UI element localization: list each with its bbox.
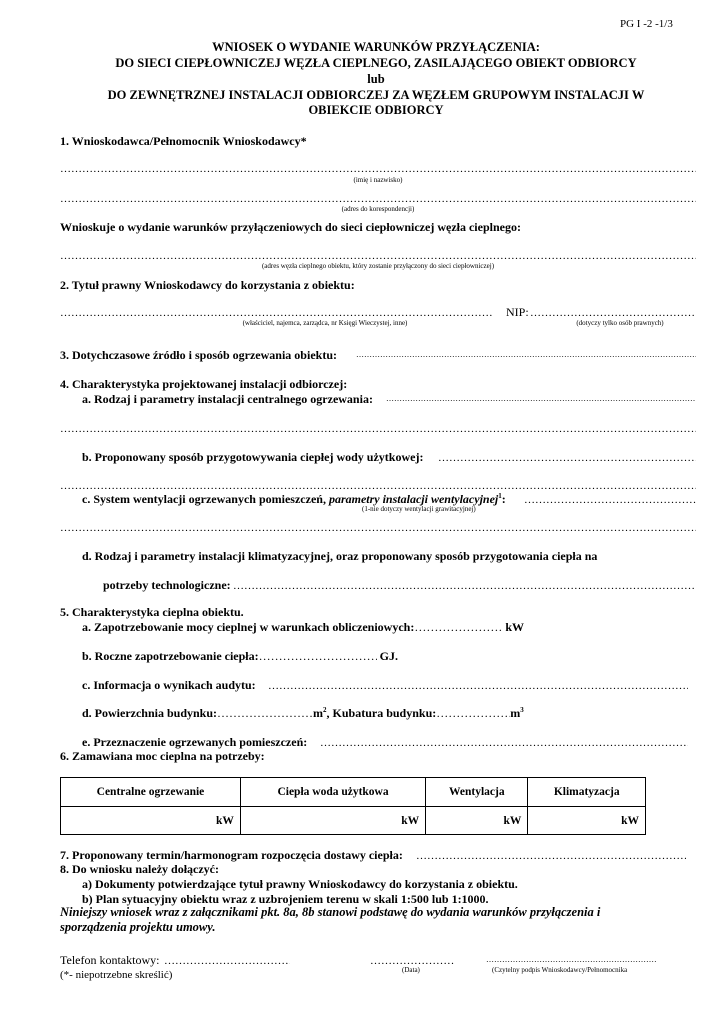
section-5-label: 5. Charakterystyka cieplna obiektu. [60,605,244,619]
section-5b-label [82,649,398,664]
applicant-address-hint: (adres do korespondencji) [341,205,415,213]
col-air-conditioning: Klimatyzacja [528,778,646,807]
title-line-3: lub [367,72,385,86]
section-4b-label: b. Proponowany sposób przygotowywania ciepłej wody użytkowej: [82,450,424,464]
nip-label: NIP: [506,305,529,319]
volume-unit: m [510,706,521,720]
title-line-5: OBIEKCIE ODBIORCY [308,103,444,117]
ventilation-field[interactable] [524,494,696,506]
section-4c-main: c. System wentylacji ogrzewanych pomieszczeń, [82,492,326,506]
col-central-heating: Centralne ogrzewanie [61,778,241,807]
title-line-1: WNIOSEK O WYDANIE WARUNKÓW PRZYŁĄCZENIA: [212,40,540,54]
central-heating-field-2[interactable] [60,423,696,435]
volume-label: , Kubatura budynku: [326,706,437,720]
power-table-value-row [61,807,646,835]
heat-demand-field[interactable] [414,620,502,635]
hot-water-field-2[interactable] [60,480,696,492]
ventilation-power-cell[interactable]: kW [426,807,528,835]
col-ventilation: Wentylacja [426,778,528,807]
document-code: PG I -2 -1/3 [620,18,673,30]
section-5a-text: a. Zapotrzebowanie mocy cieplnej w warunkach obliczeniowych: [82,620,415,634]
section-4c-sup: 1 [498,492,502,500]
central-heating-field[interactable] [386,394,696,403]
heating-source-field[interactable] [356,350,696,359]
section-2-label: 2. Tytuł prawny Wnioskodawcy do korzystania z obiektu: [60,278,355,292]
section-5a-label [82,620,524,635]
node-address-hint: (adres węzła cieplnego obiektu, który zostanie przyłączony do sieci ciepłowniczej) [261,262,495,270]
applicant-address-field[interactable] [60,193,696,205]
hot-water-field[interactable] [438,452,696,464]
delivery-date-field[interactable] [416,850,686,862]
applicant-name-field[interactable] [60,163,696,175]
phone-field[interactable] [164,955,290,967]
ventilation-hint: (1-nie dotyczy wentylacji grawitacyjnej) [362,505,476,513]
section-1-label: 1. Wnioskodawca/Pełnomocnik Wnioskodawcy* [60,134,307,148]
section-4d-label: d. Rodzaj i parametry instalacji klimatyzacyjnej, oraz proponowany sposób przygotowania ciepła na [82,549,598,563]
applicant-name-hint: (imię i nazwisko) [353,176,403,184]
hot-water-power-cell[interactable]: kW [240,807,425,835]
section-5d-label [82,706,524,721]
section-4a-label: a. Rodzaj i parametry instalacji centralnego ogrzewania: [82,392,373,406]
audit-field[interactable] [268,680,688,692]
section-5a-unit: kW [505,620,524,634]
central-heating-power-cell[interactable]: kW [61,807,241,835]
date-hint: (Data) [402,966,420,974]
nip-hint: (dotyczy tylko osób prawnych) [576,319,664,327]
section-7-label: 7. Proponowany termin/harmonogram rozpoczęcia dostawy ciepła: [60,848,403,862]
phone-label: Telefon kontaktowy: [60,953,160,967]
node-address-field[interactable] [60,250,696,262]
section-4c-label: c. System wentylacji ogrzewanych pomieszczeń, parametry instalacji wentylacyjnej$^1$: [82,492,506,506]
section-4-label: 4. Charakterystyka projektowanej instalacji odbiorczej: [60,377,348,391]
attachment-a: a) Dokumenty potwierdzające tytuł prawny Wnioskodawcy do korzystania z obiektu. [82,877,518,891]
attachment-b: b) Plan sytuacyjny obiektu wraz z uzbrojeniem terenu w skali 1:500 lub 1:1000. [82,892,489,906]
section-3-label: 3. Dotychczasowe źródło i sposób ogrzewania obiektu: [60,348,337,362]
signature-hint: (Czytelny podpis Wnioskodawcy/Pełnomocnika [492,966,628,974]
area-unit-sup: 2 [323,706,327,714]
area-unit: m [313,706,324,720]
volume-unit-sup: 3 [520,706,524,714]
area-field[interactable] [217,706,313,721]
signature-field[interactable] [486,955,656,964]
note-line-1: Niniejszy wniosek wraz z załącznikami pkt. 8a, 8b stanowi podstawę do wydania warunków przyłączenia i [60,905,601,919]
section-5c-label: c. Informacja o wynikach audytu: [82,678,256,692]
section-6-label: 6. Zamawiana moc cieplna na potrzeby: [60,749,265,763]
legal-title-field[interactable] [60,307,492,319]
section-5e-label: e. Przeznaczenie ogrzewanych pomieszczeń: [82,735,308,749]
legal-title-hint: (właściciel, najemca, zarządca, nr Księgi Wieczystej, inne) [242,319,408,327]
air-conditioning-power-cell[interactable]: kW [528,807,646,835]
title-line-2: DO SIECI CIEPŁOWNICZEJ WĘZŁA CIEPLNEGO, ZASILAJĄCEGO OBIEKT ODBIORCY [115,56,637,70]
section-4d-line2: potrzeby technologiczne: [103,578,231,592]
section-4c-italic: parametry instalacji wentylacyjnej [328,492,499,506]
nip-field[interactable] [530,307,696,319]
section-5b-unit: GJ. [379,649,398,663]
request-label: Wnioskuje o wydanie warunków przyłączeniowych do sieci ciepłowniczej węzła cieplnego: [60,220,521,234]
room-purpose-field[interactable] [320,737,688,749]
annual-demand-field[interactable] [259,649,377,664]
title-line-4: DO ZEWNĘTRZNEJ INSTALACJI ODBIORCZEJ ZA WĘZŁEM GRUPOWYM INSTALACJI W [107,88,645,102]
section-8-label: 8. Do wniosku należy dołączyć: [60,862,219,876]
power-demand-table [60,777,646,835]
col-hot-water: Ciepła woda użytkowa [240,778,425,807]
volume-field[interactable] [436,706,510,721]
power-table-header-row [61,778,646,807]
strike-note: (*- niepotrzebne skreślić) [60,969,173,981]
section-5b-text: b. Roczne zapotrzebowanie ciepła: [82,649,259,663]
note-line-2: sporządzenia projektu umowy. [60,920,216,934]
ventilation-field-2[interactable] [60,522,696,534]
air-conditioning-field[interactable] [233,580,696,592]
section-5d-text: d. Powierzchnia budynku: [82,706,218,720]
